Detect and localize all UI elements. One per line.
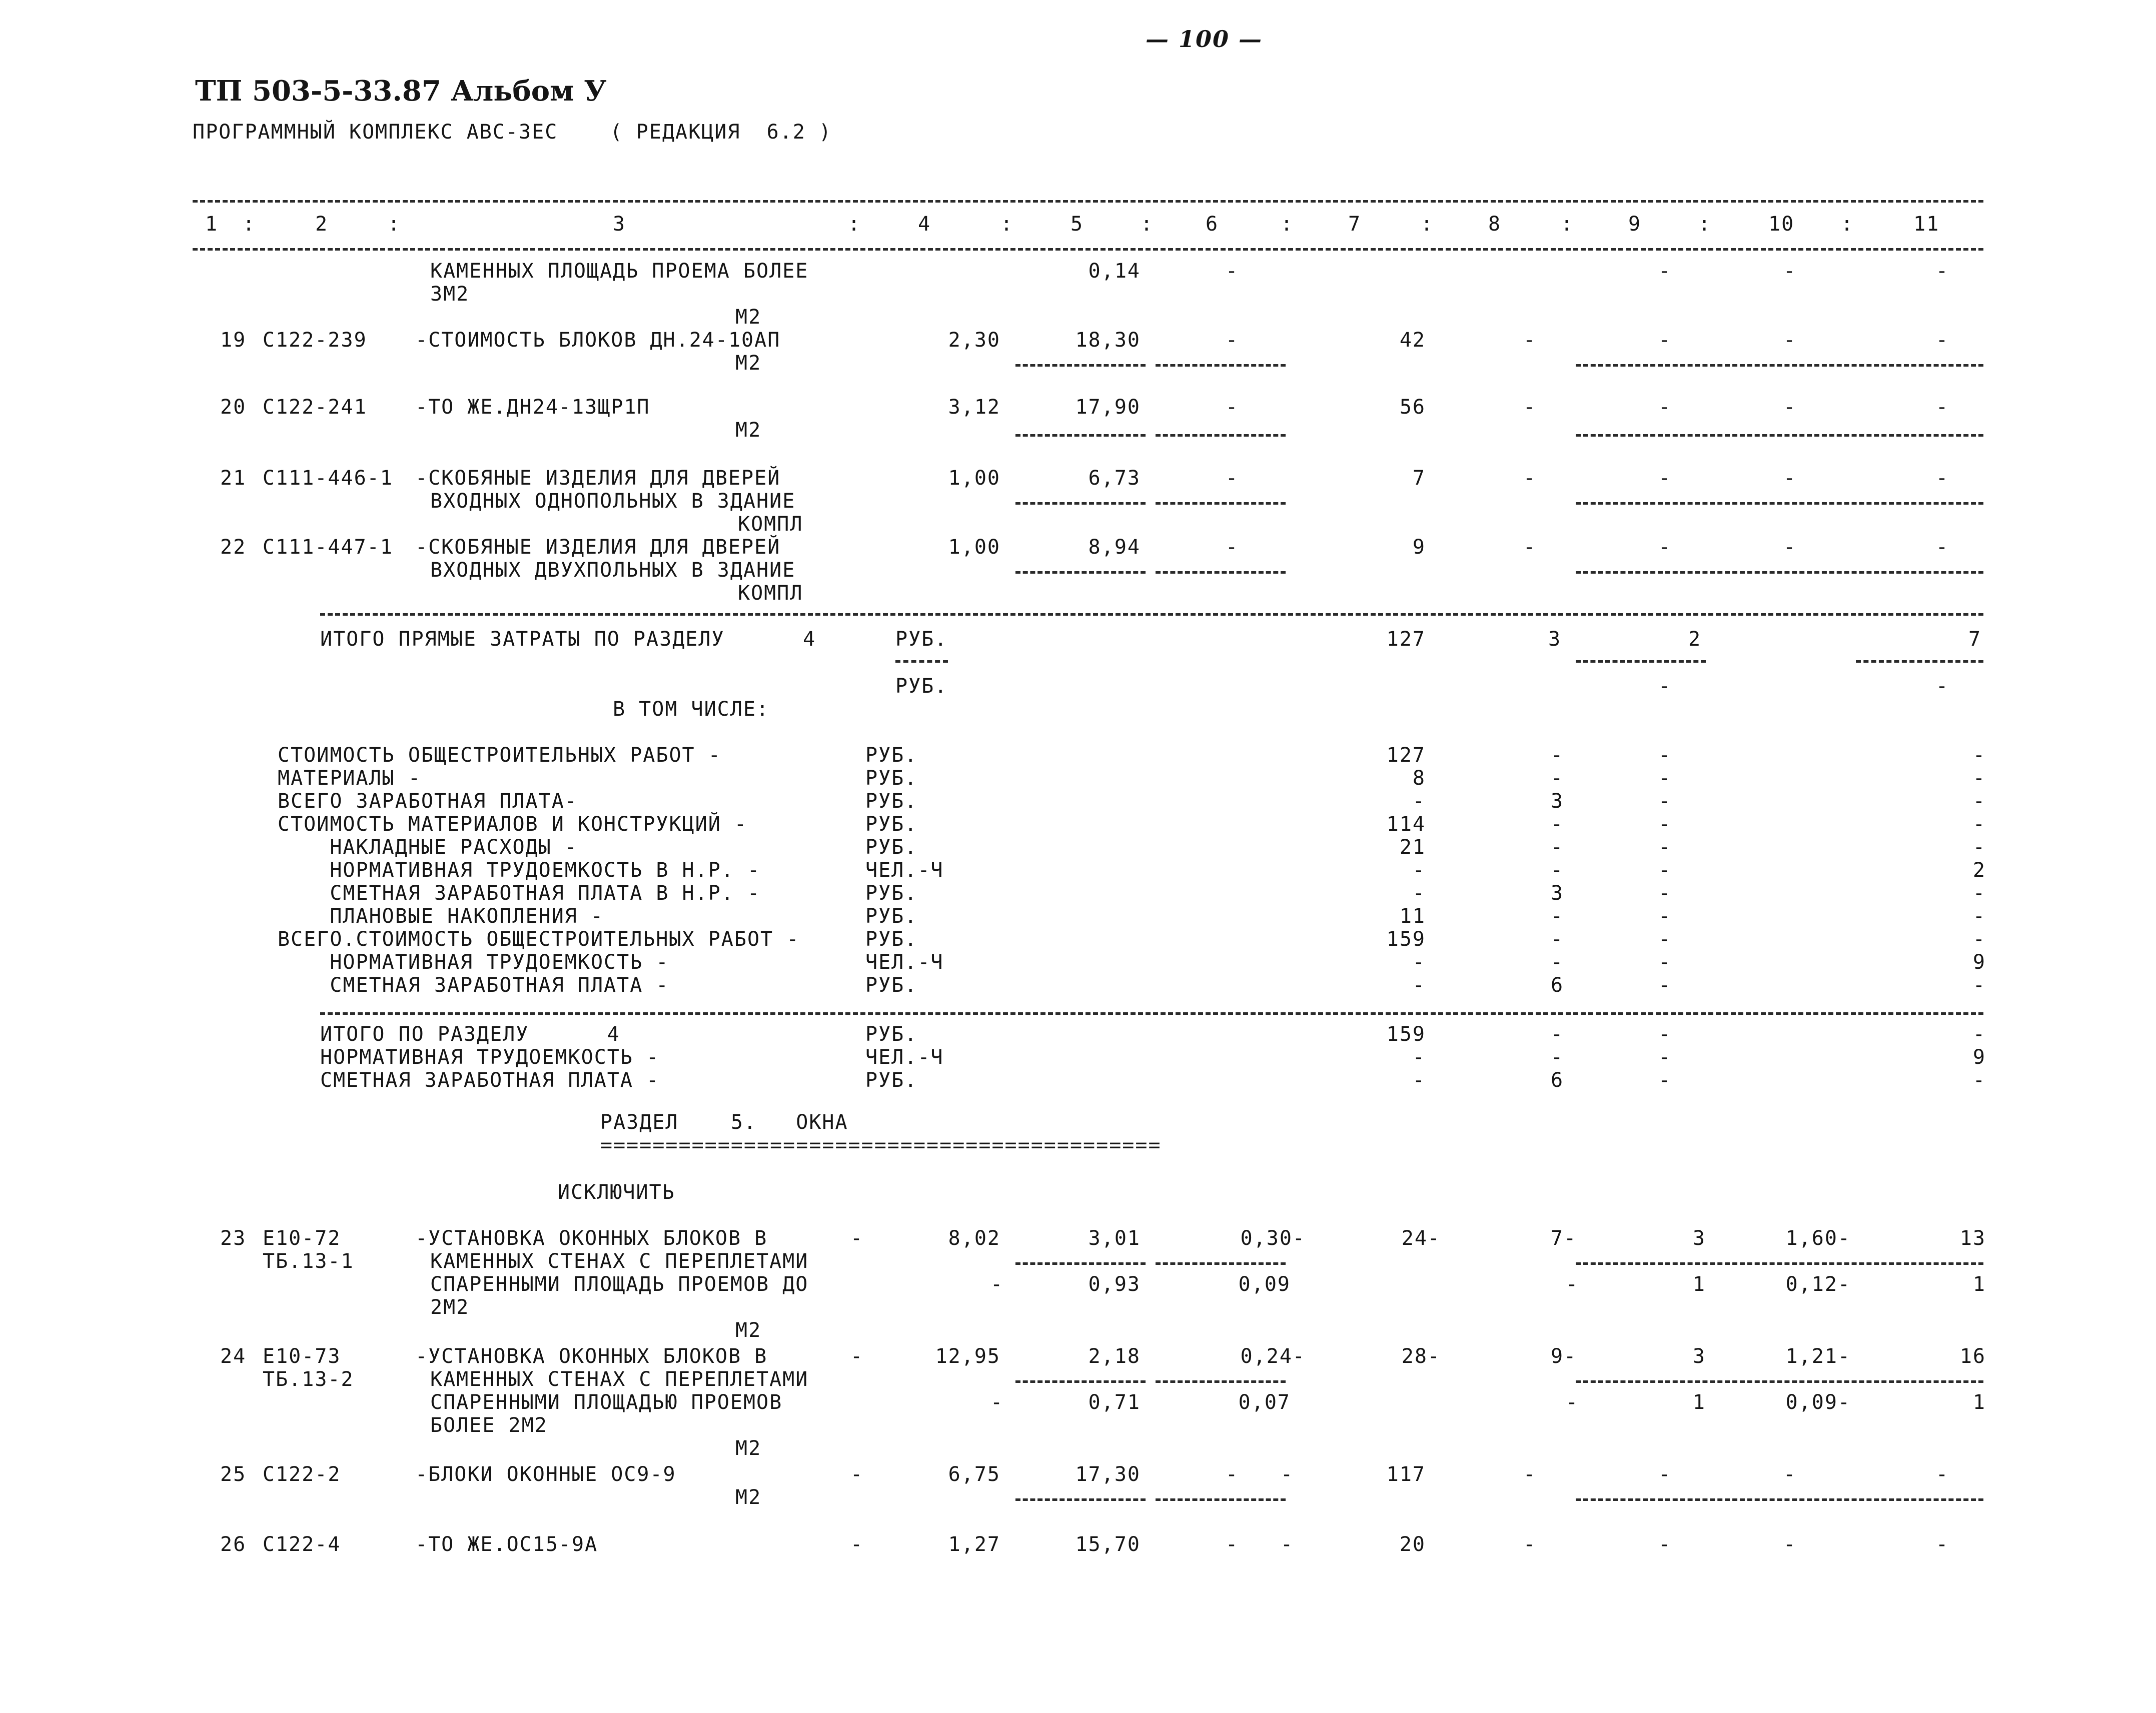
- cell-c10: -: [1783, 467, 1797, 490]
- row-code-2: ТБ.13-2: [263, 1368, 354, 1391]
- line-c11: -: [1972, 928, 1986, 951]
- cell-c6: -: [1226, 1463, 1239, 1486]
- line-c7: 8: [1412, 767, 1426, 790]
- subtotal-c7: 127: [1386, 628, 1426, 651]
- col-sep: :: [1141, 213, 1154, 236]
- col-sep: :: [848, 213, 861, 236]
- row-number: 22: [220, 536, 247, 559]
- line-label: НОРМАТИВНАЯ ТРУДОЕМКОСТЬ В Н.Р. -: [278, 859, 761, 882]
- line-c9: -: [1658, 767, 1672, 790]
- cell-c6b: 0,07: [1238, 1391, 1291, 1414]
- cell-c6: -: [1226, 260, 1239, 283]
- cell-c7: 56: [1399, 396, 1426, 419]
- cell-c5b: 0,71: [1088, 1391, 1141, 1414]
- cell-rule: [1576, 1498, 1983, 1501]
- line-unit: РУБ.: [865, 928, 918, 951]
- col-header-1: 1: [205, 213, 219, 236]
- cell-c4: 3,12: [948, 396, 1000, 419]
- line-c11: 2: [1972, 859, 1986, 882]
- cell-rule: [1156, 502, 1286, 505]
- cell-c11: 13: [1959, 1227, 1986, 1250]
- exclude-label: ИСКЛЮЧИТЬ: [558, 1181, 675, 1204]
- cell-rule: [1156, 571, 1286, 574]
- section-title: РАЗДЕЛ 5. ОКНА: [600, 1111, 848, 1134]
- row-text-2: ВХОДНЫХ ДВУХПОЛЬНЫХ В ЗДАНИЕ: [430, 559, 796, 582]
- line-unit: РУБ.: [865, 882, 918, 905]
- cell-rule: [1015, 1498, 1146, 1501]
- subtotal-c9: 2: [1688, 628, 1702, 651]
- cell-c10: -: [1783, 1463, 1797, 1486]
- col-sep: :: [1698, 213, 1712, 236]
- cell-c7: 28-: [1401, 1345, 1441, 1368]
- cell-c4: 6,75: [948, 1463, 1000, 1486]
- row-number: 20: [220, 396, 247, 419]
- row-unit: КОМПЛ: [738, 582, 803, 605]
- row-code: Е10-73: [263, 1345, 341, 1368]
- line-unit: РУБ.: [865, 905, 918, 928]
- cell-c8: -: [1523, 1533, 1537, 1556]
- cell-c10: 1,60-: [1785, 1227, 1851, 1250]
- table-rule-top: [193, 200, 1983, 203]
- line-c11: -: [1972, 974, 1986, 997]
- cell-rule: [1015, 502, 1146, 505]
- line-c11: -: [1972, 905, 1986, 928]
- row-unit: М2: [735, 352, 762, 375]
- cell-c11: -: [1936, 260, 1949, 283]
- line-c8: -: [1551, 1046, 1564, 1069]
- cell-c6b: 0,09: [1238, 1273, 1291, 1296]
- line-c8: 6: [1551, 974, 1564, 997]
- cell-mark: -: [850, 1227, 864, 1250]
- row-text: 3М2: [430, 283, 470, 306]
- cell-c6: -: [1226, 536, 1239, 559]
- line-c9: -: [1658, 905, 1672, 928]
- cell-c9: 3: [1692, 1345, 1706, 1368]
- line-label: ВСЕГО.СТОИМОСТЬ ОБЩЕСТРОИТЕЛЬНЫХ РАБОТ -: [278, 928, 800, 951]
- line-unit: РУБ.: [865, 1069, 918, 1092]
- cell-c11: -: [1936, 1463, 1949, 1486]
- row-code: С122-4: [263, 1533, 341, 1556]
- row-text: -БЛОКИ ОКОННЫЕ ОС9-9: [415, 1463, 676, 1486]
- line-c8: -: [1551, 859, 1564, 882]
- line-c8: 3: [1551, 882, 1564, 905]
- line-c7: -: [1412, 974, 1426, 997]
- cell-c5: 0,14: [1088, 260, 1141, 283]
- line-c9: -: [1658, 1069, 1672, 1092]
- line-label: НАКЛАДНЫЕ РАСХОДЫ -: [278, 836, 578, 859]
- cell-c4: 1,00: [948, 467, 1000, 490]
- row-text-2: КАМЕННЫХ СТЕНАХ С ПЕРЕПЛЕТАМИ: [430, 1368, 809, 1391]
- cell-c6: -: [1226, 467, 1239, 490]
- col-sep: :: [1281, 213, 1294, 236]
- cell-c10: -: [1783, 396, 1797, 419]
- cell-c9b: 1: [1692, 1273, 1706, 1296]
- cell-c8: -: [1523, 1463, 1537, 1486]
- page-number: — 100 —: [1146, 26, 1263, 53]
- col-header-11: 11: [1913, 213, 1940, 236]
- line-c7: -: [1412, 859, 1426, 882]
- cell-c6: -: [1226, 1533, 1239, 1556]
- line-c8: -: [1551, 836, 1564, 859]
- cell-c7: 24-: [1401, 1227, 1441, 1250]
- cell-c6: -: [1226, 396, 1239, 419]
- line-c11: -: [1972, 836, 1986, 859]
- cell-rule: [1156, 1262, 1286, 1265]
- cell-c11: -: [1936, 467, 1949, 490]
- row-code: Е10-72: [263, 1227, 341, 1250]
- line-c8: -: [1551, 813, 1564, 836]
- cell-c8b: -: [1566, 1391, 1579, 1414]
- cell-c10b: 0,12-: [1785, 1273, 1851, 1296]
- row-code-2: ТБ.13-1: [263, 1250, 354, 1273]
- cell-c10: -: [1783, 329, 1797, 352]
- section-underline: ===========================================: [600, 1134, 1162, 1157]
- line-c8: -: [1551, 1023, 1564, 1046]
- cell-c9: -: [1658, 467, 1672, 490]
- row-text-4: БОЛЕЕ 2М2: [430, 1414, 548, 1437]
- line-unit: РУБ.: [865, 744, 918, 767]
- cell-c4: 2,30: [948, 329, 1000, 352]
- subtotal-label: ИТОГО ПРЯМЫЕ ЗАТРАТЫ ПО РАЗДЕЛУ 4: [320, 628, 816, 651]
- cell-c6: -: [1226, 329, 1239, 352]
- line-c7: -: [1412, 1046, 1426, 1069]
- cell-rule: [1576, 502, 1983, 505]
- line-c9: -: [1658, 882, 1672, 905]
- line-label: НОРМАТИВНАЯ ТРУДОЕМКОСТЬ -: [278, 951, 669, 974]
- line-c9: -: [1658, 1046, 1672, 1069]
- subtotal-unit-2: РУБ.: [895, 675, 948, 698]
- album-title: ТП 503-5-33.87 Альбом У: [195, 75, 607, 108]
- col-header-7: 7: [1348, 213, 1362, 236]
- cell-c9: 3: [1692, 1227, 1706, 1250]
- col-sep: :: [1841, 213, 1854, 236]
- cell-c8: 7-: [1551, 1227, 1577, 1250]
- line-c7: 21: [1399, 836, 1426, 859]
- col-header-3: 3: [613, 213, 626, 236]
- line-c9: -: [1658, 928, 1672, 951]
- line-unit: РУБ.: [865, 1023, 918, 1046]
- line-c8: -: [1551, 905, 1564, 928]
- section-rule: [320, 613, 1983, 616]
- row-number: 25: [220, 1463, 247, 1486]
- cell-rule: [1156, 364, 1286, 367]
- col-sep: :: [1561, 213, 1574, 236]
- cell-c7: 42: [1399, 329, 1426, 352]
- line-c9: -: [1658, 974, 1672, 997]
- row-number: 26: [220, 1533, 247, 1556]
- col-header-8: 8: [1488, 213, 1502, 236]
- cell-c9b: 1: [1692, 1391, 1706, 1414]
- cell-c11: 16: [1959, 1345, 1986, 1368]
- cell-c8: 9-: [1551, 1345, 1577, 1368]
- line-c9: -: [1658, 951, 1672, 974]
- cell-rule: [1576, 1262, 1983, 1265]
- including-label: В ТОМ ЧИСЛЕ:: [613, 698, 769, 721]
- row-text-4: 2М2: [430, 1296, 470, 1319]
- line-label: ИТОГО ПО РАЗДЕЛУ 4: [320, 1023, 620, 1046]
- line-label: СМЕТНАЯ ЗАРАБОТНАЯ ПЛАТА В Н.Р. -: [278, 882, 761, 905]
- line-c11: -: [1972, 744, 1986, 767]
- line-c11: -: [1972, 767, 1986, 790]
- row-text: -СКОБЯНЫЕ ИЗДЕЛИЯ ДЛЯ ДВЕРЕЙ: [415, 536, 781, 559]
- col-sep: :: [388, 213, 401, 236]
- row-number: 19: [220, 329, 247, 352]
- cell-rule: [1156, 1380, 1286, 1383]
- cell-c8b: -: [1566, 1273, 1579, 1296]
- col-header-5: 5: [1070, 213, 1084, 236]
- line-c7: -: [1412, 882, 1426, 905]
- line-c11: -: [1972, 790, 1986, 813]
- row-text-2: ВХОДНЫХ ОДНОПОЛЬНЫХ В ЗДАНИЕ: [430, 490, 796, 513]
- cell-c7: 20: [1399, 1533, 1426, 1556]
- cell-c11b: 1: [1972, 1273, 1986, 1296]
- cell-mark: -: [850, 1345, 864, 1368]
- cell-c10: -: [1783, 260, 1797, 283]
- line-c8: -: [1551, 928, 1564, 951]
- cell-c11: -: [1936, 1533, 1949, 1556]
- row-text: -СТОИМОСТЬ БЛОКОВ ДН.24-10АП: [415, 329, 781, 352]
- cell-c10b: 0,09-: [1785, 1391, 1851, 1414]
- cell-mark: -: [850, 1463, 864, 1486]
- line-label: ПЛАНОВЫЕ НАКОПЛЕНИЯ -: [278, 905, 604, 928]
- subtotal-c8: 3: [1548, 628, 1562, 651]
- line-c9: -: [1658, 744, 1672, 767]
- col-sep: :: [1421, 213, 1434, 236]
- cell-c6: 0,24-: [1240, 1345, 1306, 1368]
- row-number: 24: [220, 1345, 247, 1368]
- line-c8: -: [1551, 767, 1564, 790]
- cell-c4: 12,95: [935, 1345, 1000, 1368]
- line-c7: 11: [1399, 905, 1426, 928]
- row-code: С111-447-1: [263, 536, 393, 559]
- line-label: СТОИМОСТЬ МАТЕРИАЛОВ И КОНСТРУКЦИЙ -: [278, 813, 747, 836]
- line-unit: РУБ.: [865, 974, 918, 997]
- line-c9: -: [1658, 813, 1672, 836]
- cell-rule: [1015, 1380, 1146, 1383]
- cell-rule: [1576, 660, 1706, 663]
- line-c9: -: [1658, 836, 1672, 859]
- row-text: -ТО ЖЕ.ОС15-9А: [415, 1533, 598, 1556]
- row-unit: М2: [735, 1319, 762, 1342]
- line-c11: -: [1972, 1023, 1986, 1046]
- row-text-3: СПАРЕННЫМИ ПЛОЩАДЬ ПРОЕМОВ ДО: [430, 1273, 809, 1296]
- col-header-4: 4: [918, 213, 931, 236]
- line-c7: -: [1412, 790, 1426, 813]
- cell-c9: -: [1658, 1463, 1672, 1486]
- line-unit: РУБ.: [865, 813, 918, 836]
- cell-c5: 6,73: [1088, 467, 1141, 490]
- line-c7: 159: [1386, 928, 1426, 951]
- line-c8: -: [1551, 744, 1564, 767]
- cell-c8: -: [1523, 329, 1537, 352]
- cell-rule: [1576, 571, 1983, 574]
- line-c8: -: [1551, 951, 1564, 974]
- cell-c11: -: [1936, 396, 1949, 419]
- line-unit: РУБ.: [865, 767, 918, 790]
- cell-mark: -: [1281, 1463, 1294, 1486]
- cell-c8: -: [1523, 467, 1537, 490]
- cell-c9: -: [1658, 1533, 1672, 1556]
- cell-c11: -: [1936, 329, 1949, 352]
- cell-c9: -: [1658, 396, 1672, 419]
- cell-c11: -: [1936, 675, 1949, 698]
- col-header-10: 10: [1768, 213, 1795, 236]
- cell-rule: [1015, 434, 1146, 437]
- cell-c7: 117: [1386, 1463, 1426, 1486]
- section-rule: [320, 1012, 1983, 1015]
- col-header-6: 6: [1206, 213, 1219, 236]
- line-label: СМЕТНАЯ ЗАРАБОТНАЯ ПЛАТА -: [278, 974, 669, 997]
- row-unit: М2: [735, 419, 762, 442]
- row-unit: М2: [735, 1437, 762, 1460]
- line-c7: 127: [1386, 744, 1426, 767]
- line-c11: -: [1972, 1069, 1986, 1092]
- cell-c5: 17,30: [1075, 1463, 1141, 1486]
- line-c8: 6: [1551, 1069, 1564, 1092]
- cell-rule: [895, 660, 948, 663]
- program-line: ПРОГРАММНЫЙ КОМПЛЕКС АВС-3ЕС ( РЕДАКЦИЯ 6.2 ): [193, 121, 832, 144]
- cell-rule: [1576, 434, 1983, 437]
- line-label: СМЕТНАЯ ЗАРАБОТНАЯ ПЛАТА -: [320, 1069, 660, 1092]
- table-rule-header: [193, 248, 1983, 251]
- cell-c10: 1,21-: [1785, 1345, 1851, 1368]
- row-unit: М2: [735, 306, 762, 329]
- row-code: С111-446-1: [263, 467, 393, 490]
- cell-c10: -: [1783, 1533, 1797, 1556]
- cell-c4: 1,27: [948, 1533, 1000, 1556]
- cell-rule: [1576, 1380, 1983, 1383]
- cell-rule: [1156, 1498, 1286, 1501]
- row-text-3: СПАРЕННЫМИ ПЛОЩАДЬЮ ПРОЕМОВ: [430, 1391, 783, 1414]
- line-c9: -: [1658, 859, 1672, 882]
- row-text: -ТО ЖЕ.ДН24-13ЩР1П: [415, 396, 650, 419]
- subtotal-c11: 7: [1968, 628, 1982, 651]
- cell-c5: 8,94: [1088, 536, 1141, 559]
- cell-c10: -: [1783, 536, 1797, 559]
- cell-c9: -: [1658, 536, 1672, 559]
- cell-mark: -: [850, 1533, 864, 1556]
- cell-rule: [1015, 571, 1146, 574]
- line-c9: -: [1658, 790, 1672, 813]
- line-c7: -: [1412, 951, 1426, 974]
- line-unit: РУБ.: [865, 790, 918, 813]
- cell-rule: [1576, 364, 1983, 367]
- row-code: С122-241: [263, 396, 367, 419]
- line-label: НОРМАТИВНАЯ ТРУДОЕМКОСТЬ -: [320, 1046, 660, 1069]
- cell-c4: 8,02: [948, 1227, 1000, 1250]
- cell-c5: 3,01: [1088, 1227, 1141, 1250]
- col-sep: :: [243, 213, 256, 236]
- cell-rule: [1015, 364, 1146, 367]
- cell-c4: 1,00: [948, 536, 1000, 559]
- row-text: КАМЕННЫХ ПЛОЩАДЬ ПРОЕМА БОЛЕЕ: [430, 260, 809, 283]
- line-c9: -: [1658, 1023, 1672, 1046]
- col-sep: :: [1000, 213, 1014, 236]
- cell-c8: -: [1523, 396, 1537, 419]
- cell-c5: 2,18: [1088, 1345, 1141, 1368]
- col-header-2: 2: [315, 213, 329, 236]
- cell-rule: [1856, 660, 1983, 663]
- row-code: С122-239: [263, 329, 367, 352]
- cell-rule: [1015, 1262, 1146, 1265]
- line-unit: ЧЕЛ.-Ч: [865, 1046, 944, 1069]
- line-unit: ЧЕЛ.-Ч: [865, 859, 944, 882]
- row-code: С122-2: [263, 1463, 341, 1486]
- row-unit: М2: [735, 1486, 762, 1509]
- line-label: ВСЕГО ЗАРАБОТНАЯ ПЛАТА-: [278, 790, 578, 813]
- cell-c9: -: [1658, 260, 1672, 283]
- cell-c9: -: [1658, 675, 1672, 698]
- line-c11: 9: [1972, 951, 1986, 974]
- row-text: -УСТАНОВКА ОКОННЫХ БЛОКОВ В: [415, 1227, 768, 1250]
- cell-c8: -: [1523, 536, 1537, 559]
- line-unit: РУБ.: [865, 836, 918, 859]
- line-c11: 9: [1972, 1046, 1986, 1069]
- row-text: -УСТАНОВКА ОКОННЫХ БЛОКОВ В: [415, 1345, 768, 1368]
- cell-c5b: 0,93: [1088, 1273, 1141, 1296]
- line-unit: ЧЕЛ.-Ч: [865, 951, 944, 974]
- cell-mark: -: [990, 1391, 1004, 1414]
- cell-c9: -: [1658, 329, 1672, 352]
- subtotal-unit: РУБ.: [895, 628, 948, 651]
- col-header-9: 9: [1628, 213, 1642, 236]
- line-c7: -: [1412, 1069, 1426, 1092]
- line-c8: 3: [1551, 790, 1564, 813]
- line-c11: -: [1972, 813, 1986, 836]
- line-c7: 114: [1386, 813, 1426, 836]
- row-unit: КОМПЛ: [738, 513, 803, 536]
- row-number: 23: [220, 1227, 247, 1250]
- row-text: -СКОБЯНЫЕ ИЗДЕЛИЯ ДЛЯ ДВЕРЕЙ: [415, 467, 781, 490]
- cell-c7: 7: [1412, 467, 1426, 490]
- cell-c5: 15,70: [1075, 1533, 1141, 1556]
- cell-mark: -: [990, 1273, 1004, 1296]
- cell-mark: -: [1281, 1533, 1294, 1556]
- line-label: СТОИМОСТЬ ОБЩЕСТРОИТЕЛЬНЫХ РАБОТ -: [278, 744, 721, 767]
- cell-c11: -: [1936, 536, 1949, 559]
- line-label: МАТЕРИАЛЫ -: [278, 767, 421, 790]
- cell-c7: 9: [1412, 536, 1426, 559]
- row-text-2: КАМЕННЫХ СТЕНАХ С ПЕРЕПЛЕТАМИ: [430, 1250, 809, 1273]
- cell-c6: 0,30-: [1240, 1227, 1306, 1250]
- cell-c5: 18,30: [1075, 329, 1141, 352]
- line-c7: 159: [1386, 1023, 1426, 1046]
- row-number: 21: [220, 467, 247, 490]
- line-c11: -: [1972, 882, 1986, 905]
- cell-rule: [1156, 434, 1286, 437]
- cell-c11b: 1: [1972, 1391, 1986, 1414]
- cell-c5: 17,90: [1075, 396, 1141, 419]
